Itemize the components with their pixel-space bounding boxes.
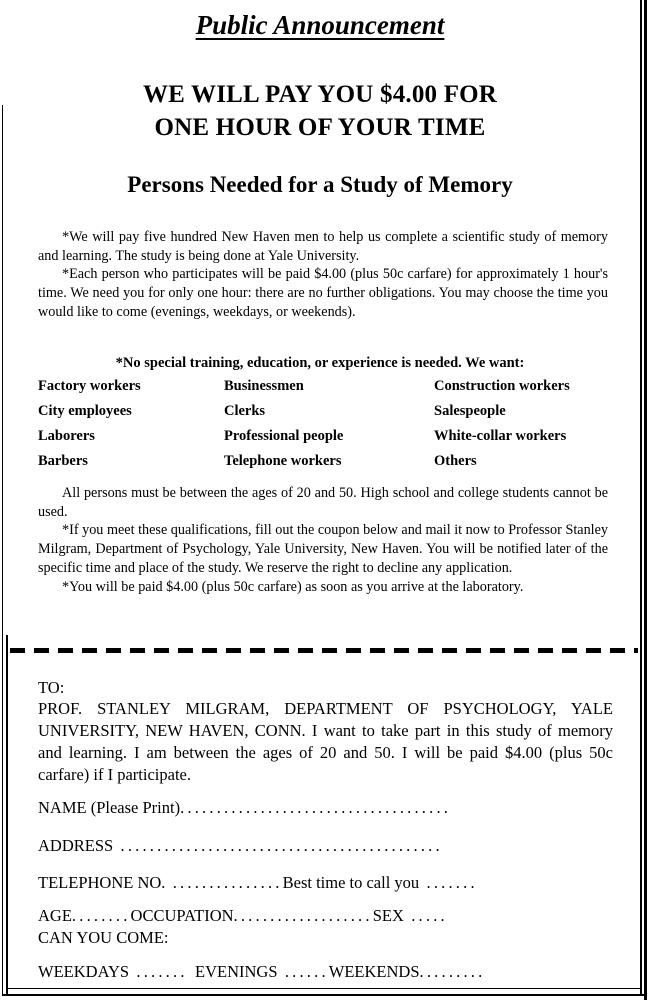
coupon-cut-line — [10, 648, 638, 653]
intro-section — [38, 228, 608, 322]
occupation-item: Clerks — [224, 403, 266, 419]
weekends-blank[interactable]: ......... — [419, 962, 486, 981]
occupation-item: City employees — [38, 403, 132, 419]
age-blank[interactable]: ........ — [71, 906, 131, 925]
title-text: Public Announcement — [195, 10, 445, 40]
weekdays-blank[interactable]: ....... — [129, 962, 195, 981]
name-blank[interactable]: ..................................... — [180, 798, 452, 817]
coupon-to-label: TO: — [38, 678, 65, 697]
subheading: Persons Needed for a Study of Memory — [127, 172, 513, 197]
page-border-right — [640, 0, 642, 996]
conditions-paragraph: *You will be paid $4.00 (plus 50c carfare) as soon as you arrive at the laboratory. — [62, 578, 524, 595]
name-field[interactable] — [38, 798, 610, 818]
conditions-paragraph: All persons must be between the ages of 20 and 50. High school and college students cannot be used. — [38, 485, 608, 520]
sex-blank[interactable]: ..... — [403, 906, 448, 925]
occupation-item: Construction workers — [434, 378, 570, 394]
wanted-lead: *No special training, education, or experience is needed. We want: — [115, 355, 525, 371]
coupon-body-text: PROF. STANLEY MILGRAM, DEPARTMENT OF PSYCHOLOGY, YALE UNIVERSITY, NEW HAVEN, CONN. I want to take part in this study of memory and learning. I am between the ages of 20 and 50. I will be paid $4.00 (plus 50c carfare) if I participate. — [38, 699, 613, 784]
occupation-item: Others — [434, 453, 477, 469]
conditions-section — [38, 484, 608, 596]
headline-line-1: WE WILL PAY YOU $4.00 FOR — [142, 81, 498, 108]
headline-line-2: ONE HOUR OF YOUR TIME — [154, 114, 486, 141]
age-label: AGE — [38, 906, 72, 925]
occupation-label: OCCUPATION — [130, 906, 234, 925]
coupon-address-body — [38, 698, 613, 786]
occupation-item: Laborers — [38, 428, 95, 444]
weekdays-label: WEEKDAYS — [38, 962, 130, 981]
coupon-border-bottom — [8, 988, 642, 989]
conditions-paragraph: *If you meet these qualifications, fill out the coupon below and mail it now to Professor Stanley Milgram, Department of Psychology, Yale University, New Haven. You will be notified later of the specific time and place of the study. We reserve the right to decline any application. — [38, 522, 608, 576]
telephone-label: TELEPHONE NO. — [38, 873, 166, 892]
coupon-border-left — [6, 635, 8, 995]
page-border-left — [2, 105, 3, 995]
occupations-row — [38, 403, 618, 428]
can-you-come-label: CAN YOU COME: — [38, 928, 169, 947]
best-time-blank[interactable]: ....... — [419, 873, 478, 892]
evenings-label: EVENINGS — [195, 962, 278, 981]
occupations-grid — [38, 378, 618, 478]
evenings-blank[interactable]: ...... — [277, 962, 329, 981]
sex-label: SEX — [372, 906, 404, 925]
weekends-label: WEEKENDS — [328, 962, 420, 981]
page-title — [0, 10, 640, 41]
occupations-row — [38, 428, 618, 453]
occupation-item: Professional people — [224, 428, 344, 444]
age-occupation-sex-field[interactable] — [38, 906, 610, 926]
telephone-blank[interactable]: ............... — [165, 873, 283, 892]
occupations-row — [38, 378, 618, 403]
intro-paragraph: *We will pay five hundred New Haven men to help us complete a scientific study of memory and learning. The study is being done at Yale University. — [38, 229, 608, 264]
dashed-cut-line — [10, 648, 638, 653]
telephone-field[interactable] — [38, 873, 610, 893]
occupation-item: Salespeople — [434, 403, 506, 419]
name-label: NAME (Please Print) — [38, 798, 181, 817]
intro-paragraph: *Each person who participates will be paid $4.00 (plus 50c carfare) for approximately 1 hour's time. We need you for only one hour: there are no further obligations. You may choose the time you would like to come (evenings, weekdays, or weekends). — [38, 266, 608, 320]
page-border-right-outer — [644, 0, 647, 1000]
occupation-item: Barbers — [38, 453, 88, 469]
address-field[interactable] — [38, 836, 610, 856]
occupation-blank[interactable]: ................... — [233, 906, 373, 925]
address-label: ADDRESS — [38, 836, 114, 855]
headline — [0, 78, 640, 144]
occupation-item: White-collar workers — [434, 428, 567, 444]
best-time-label: Best time to call you — [282, 873, 420, 892]
address-blank[interactable]: ............................................ — [113, 836, 443, 855]
occupation-item: Telephone workers — [224, 453, 342, 469]
occupations-row — [38, 453, 618, 478]
occupation-item: Businessmen — [224, 378, 304, 394]
availability-field[interactable] — [38, 962, 610, 982]
page-border-bottom — [2, 994, 647, 996]
occupation-item: Factory workers — [38, 378, 141, 394]
